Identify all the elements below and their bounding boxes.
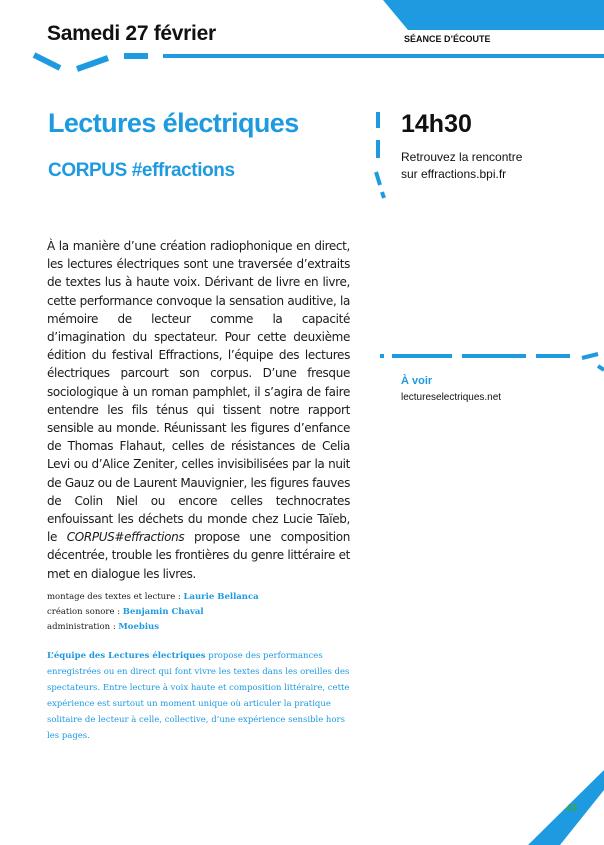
event-time: 14h30 [401,110,472,138]
event-info [401,149,571,183]
credit-line [47,620,259,635]
event-subtitle: CORPUS #effractions [48,160,235,181]
header-dash [34,55,60,68]
sidebar-dash [598,366,604,370]
sidebar-dash [582,354,598,358]
info-line: sur effractions.bpi.fr [401,167,507,181]
see-also-label: À voir [401,375,433,387]
description-text: propose une composition décentrée, trouble les frontières du genre littéraire et met en dialogue les livres. [47,530,350,581]
description-text: À la manière d’une création radiophonique en direct, les lectures électriques sont une traversée d’extraits de textes lus à haute voix. Dérivant de livre en livre, cette performance convoque la sensation auditive, la mémoire de lecteur comme la capacité d’imagination du spectateur. Pour cette deuxième édition du festival Effractions, l’équipe des lectures électriques parcourt son corpus. D’une fresque sociologique à un roman pamphlet, il s’agira de faire entendre les fils ténus qui tissent notre rapport sensible au monde. Réunissant les figures d’enfance de Thomas Flahaut, celles de résistances de Celia Levi ou d’Alice Zeniter, celles invisibilisées par la nuit de Gauz ou de Laurent Mauvignier, les figures fauves de Colin Niel ou encore celles technocrates enfouissant les déchets du monde chez Lucie Taïeb, le [47,239,350,545]
event-description [47,237,350,583]
corpus-emphasis: CORPUS#effractions [66,530,185,545]
credits-list [47,590,259,635]
credit-role: montage des textes et lecture : [47,592,184,602]
page-number: 43 [566,803,578,814]
credit-line [47,605,259,620]
bio-lead: L’équipe des Lectures électriques [47,651,206,661]
credit-line [47,590,259,605]
info-line: Retrouvez la rencontre [401,150,523,164]
header-dash [77,58,108,69]
see-also-link[interactable]: lectureselectriques.net [401,392,502,403]
corner-triangle [383,0,604,30]
bio-text: propose des performances enregistrées ou en direct qui font vivre les textes dans les oreilles des spectateurs. Entre lecture à voix haute et composition littéraire, cette expérience est surtout un moment unique où articuler la pratique solitaire de lecteur à celle, collective, d’une expérience sensible hors les pages. [47,651,350,741]
time-dash [382,192,384,198]
company-bio [47,648,352,744]
credit-role: administration : [47,622,119,632]
page-date-heading: Samedi 27 février [47,22,216,45]
credit-name: Moebius [118,622,160,632]
credit-name: Benjamin Chaval [122,607,204,617]
credit-name: Laurie Bellanca [183,592,259,602]
time-dash [376,172,380,185]
credit-role: création sonore : [47,607,123,617]
section-label: SÉANCE D’ÉCOUTE [404,34,491,44]
event-title: Lectures électriques [48,108,299,138]
